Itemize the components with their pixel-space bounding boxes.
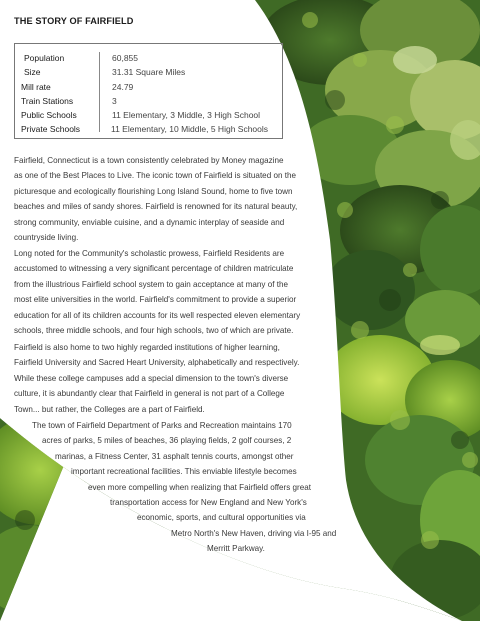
fact-row-population [15, 53, 284, 67]
text-line: Long noted for the Community's scholastic prowess, Fairfield Residents are [14, 249, 285, 258]
fact-value: 24.79 [112, 82, 134, 92]
paragraph-intro [14, 153, 297, 245]
fact-label: Population [24, 53, 65, 63]
facts-table [14, 43, 283, 139]
text-line: Metro North's New Haven, driving via I-95 and [171, 528, 337, 538]
text-line: While these college campuses add a special dimension to the town's diverse [14, 373, 289, 383]
text-line: culture, it is abundantly clear that Fairfield in general is not part of a College [14, 389, 285, 399]
fact-label: Train Stations [21, 96, 74, 106]
page-title: THE STORY OF FAIRFIELD [14, 16, 134, 26]
fact-value: 31.31 Square Miles [112, 67, 186, 77]
fact-row-mill-rate [15, 82, 284, 96]
text-line: acres of parks, 5 miles of beaches, 36 playing fields, 2 golf courses, 2 [42, 436, 292, 446]
fact-value: 11 Elementary, 10 Middle, 5 High Schools [111, 124, 269, 134]
text-line: education for all of its children accounts for its well respected eleven elementary [14, 310, 301, 320]
text-line: most elite universities in the world. Fairfield's commitment to provide a superior [14, 295, 297, 305]
paragraph-universities [14, 340, 299, 417]
text-line: strong community, enviable cuisine, and a dynamic interplay of seaside and [14, 217, 285, 227]
text-line: transportation access for New England and New York's [110, 498, 307, 508]
text-line: as one of the Best Places to Live. The iconic town of Fairfield is situated on the [14, 171, 296, 181]
fact-label: Private Schools [21, 124, 81, 134]
text-line: Fairfield is also home to two highly regarded institutions of higher learning, [14, 343, 280, 352]
fact-row-private-schools [15, 124, 284, 138]
fact-value: 60,855 [112, 53, 138, 63]
fact-row-train-stations [15, 96, 284, 110]
text-line: The town of Fairfield Department of Parks and Recreation maintains 170 [32, 421, 292, 430]
fact-label: Public Schools [21, 110, 77, 120]
fact-label: Mill rate [21, 82, 51, 92]
text-line: marinas, a Fitness Center, 31 asphalt tennis courts, amongst other [55, 451, 294, 461]
paragraph-schools [14, 246, 300, 338]
text-line: from the illustrious Fairfield school system to gain acceptance at many of the [14, 279, 288, 289]
fact-value: 3 [112, 96, 117, 106]
text-line: countryside living. [14, 233, 79, 243]
text-line: Merritt Parkway. [207, 544, 265, 554]
text-line: important recreational facilities. This enviable lifestyle becomes [71, 467, 297, 477]
text-line: Town... but rather, the Colleges are a part of Fairfield. [14, 404, 205, 414]
fact-row-public-schools [15, 110, 284, 124]
paragraph-recreation [0, 418, 480, 557]
text-line: schools, three middle schools, and four high schools, two of which are private. [14, 326, 294, 336]
fact-row-size [15, 67, 284, 81]
text-line: accustomed to witnessing a very significant percentage of children matriculate [14, 264, 294, 274]
text-line: picturesque and ecologically flourishing Long Island Sound, home to five town [14, 186, 293, 196]
text-line: Fairfield University and Sacred Heart University, alphabetically and respectively. [14, 358, 300, 368]
text-line: beaches and miles of sandy shores. Fairfield is renowned for its natural beauty, [14, 202, 298, 212]
text-line: Fairfield, Connecticut is a town consistently celebrated by Money magazine [14, 156, 284, 165]
fact-label: Size [24, 67, 41, 77]
text-line: even more compelling when realizing that Fairfield offers great [88, 482, 311, 492]
text-line: economic, sports, and cultural opportunities via [137, 513, 306, 523]
fact-value: 11 Elementary, 3 Middle, 3 High School [112, 110, 261, 120]
